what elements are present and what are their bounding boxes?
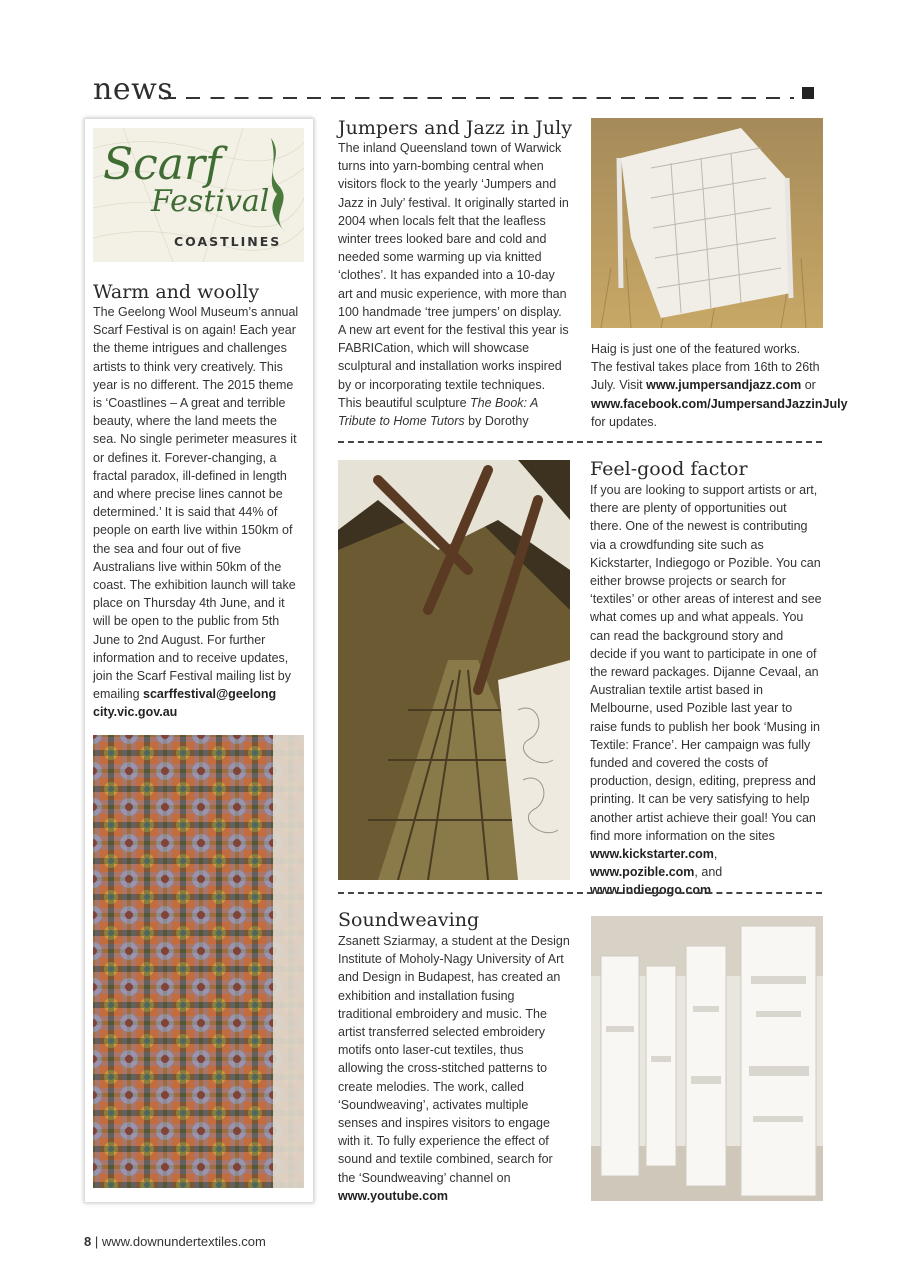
page-footer — [84, 1234, 266, 1249]
jumpers-jazz-by: by Dorothy — [464, 414, 529, 429]
jumpers-jazz-body — [338, 139, 570, 430]
soundweaving-body — [338, 932, 570, 1205]
soundweaving-text: Zsanett Sziarmay, a student at the Design Institute of Moholy-Nagy University of Art and Design in Budapest, has created an exhibition and installation fusing traditional embroidery and music. The artist transferred selected embroidery motifs onto laser-cut textiles, thus allowing the cross-stitched patterns to create melodies. The work, called ‘Soundweaving’, activates multiple senses and inspires visitors to engage with it. To fully experience the effect of sound and textile combined, search for the ‘Soundweaving’ channel on — [338, 934, 570, 1185]
jumpers-jazz-continued-text: Haig is just one of the featured works. The festival takes place from 16th to 26th July. Visit — [591, 342, 820, 393]
crochet-squares-photo — [93, 735, 304, 1188]
book-sculpture-photo — [338, 460, 570, 880]
warm-woolly-text: The Geelong Wool Museum’s annual Scarf Festival is on again! Each year the theme intrigues and challenges artists to think very creatively. This year is no different. The 2015 theme is ‘Coastlines – A great and terrible beauty, where the land meets the sea. No single perimeter measures it or defines it. Forever-changing, a fractal paradox, ill-defined in length and where precise lines cannot be determined.’ It is said that 44% of people on earth live within 150km of the sea and four out of five Australians live within 50km of the coast. The exhibition launch will take place on Thursday 4th June, and it will be open to the public from 5th June to 2nd August. For further information and to receive updates, join the Scarf Festival mailing list by emailing — [93, 305, 299, 702]
page-number: 8 — [84, 1234, 92, 1249]
header-rule — [164, 97, 794, 99]
kickstarter-link[interactable]: www.kickstarter.com — [590, 847, 714, 862]
leaf-icon — [271, 138, 285, 232]
youtube-link[interactable]: www.youtube.com — [338, 1188, 448, 1203]
scarf-festival-logo — [93, 128, 304, 262]
jumpers-jazz-link[interactable]: www.jumpersandjazz.com — [646, 378, 802, 393]
feel-good-text: If you are looking to support artists or art, there are plenty of opportunities out there. One of the newest is contributing via a crowdfunding site such as Kickstarter, Indiegogo or Pozible. You can either browse projects or search for ‘textiles’ or other areas of interest and see what comes up and what appeals. You can read the background story and decide if you want to participate in one of the reward packages. Dijanne Cevaal, an Australian textile artist based in Melbourne, used Pozible last year to raise funds to publish her book ‘Musing in Textile: France’. Her campaign was fully funded and covered the costs of production, design, editing, prepress and printing. It can be very satisfying to help another artist achieve their goal! You can find more information on the sites — [590, 483, 822, 843]
warm-woolly-body — [93, 303, 302, 722]
jumpers-jazz-or: or — [801, 378, 816, 393]
soundweaving-installation-photo — [591, 916, 823, 1201]
logo-script-line1: Scarf — [103, 139, 222, 190]
feel-good-title: Feel-good factor — [590, 458, 748, 480]
footer-separator: | — [91, 1234, 102, 1249]
section-divider-1 — [338, 441, 822, 443]
section-divider-2 — [338, 892, 822, 894]
jumpers-jazz-text: The inland Queensland town of Warwick turns into yarn-bombing central when visitors flock to the yearly ‘Jumpers and Jazz in July’ festival. It originally started in 2004 when locals felt that the leafless winter trees looked bare and cold and needed some warming up via knitted ‘clothes’. It has expanded into a 10-day art and music experience, with more than 100 handmade ‘tree jumpers’ on display. A new art event for the festival this year is FABRICation, which will showcase sculptural and installation works inspired by or incorporating textile techniques. This beautiful sculpture — [338, 141, 569, 410]
section-label: news — [93, 72, 174, 107]
feel-good-and: , and — [694, 865, 723, 880]
warm-woolly-title: Warm and woolly — [93, 281, 260, 303]
footer-site[interactable]: www.downundertextiles.com — [101, 1234, 266, 1249]
jumpers-jazz-title: Jumpers and Jazz in July — [338, 117, 572, 139]
logo-subtitle: COASTLINES — [174, 234, 282, 249]
facebook-link[interactable]: www.facebook.com/JumpersandJazzinJuly — [591, 396, 848, 411]
scarf-festival-email[interactable]: scarffestival@geelong city.vic.gov.au — [93, 687, 277, 720]
indiegogo-link[interactable]: www.indiegogo.com — [590, 883, 712, 898]
pozible-link[interactable]: www.pozible.com — [590, 865, 695, 880]
feel-good-sep: , — [713, 847, 718, 862]
jumpers-jazz-tail: for updates. — [591, 414, 658, 429]
feel-good-body — [590, 481, 822, 900]
jumpers-jazz-continued — [591, 340, 848, 431]
bed-sculpture-photo — [591, 118, 823, 328]
header-rule-end-square — [802, 87, 814, 99]
logo-script-line2: Festival — [151, 184, 270, 219]
sculpture-title: The Book: A Tribute to Home Tutors — [338, 395, 538, 429]
soundweaving-title: Soundweaving — [338, 909, 480, 931]
